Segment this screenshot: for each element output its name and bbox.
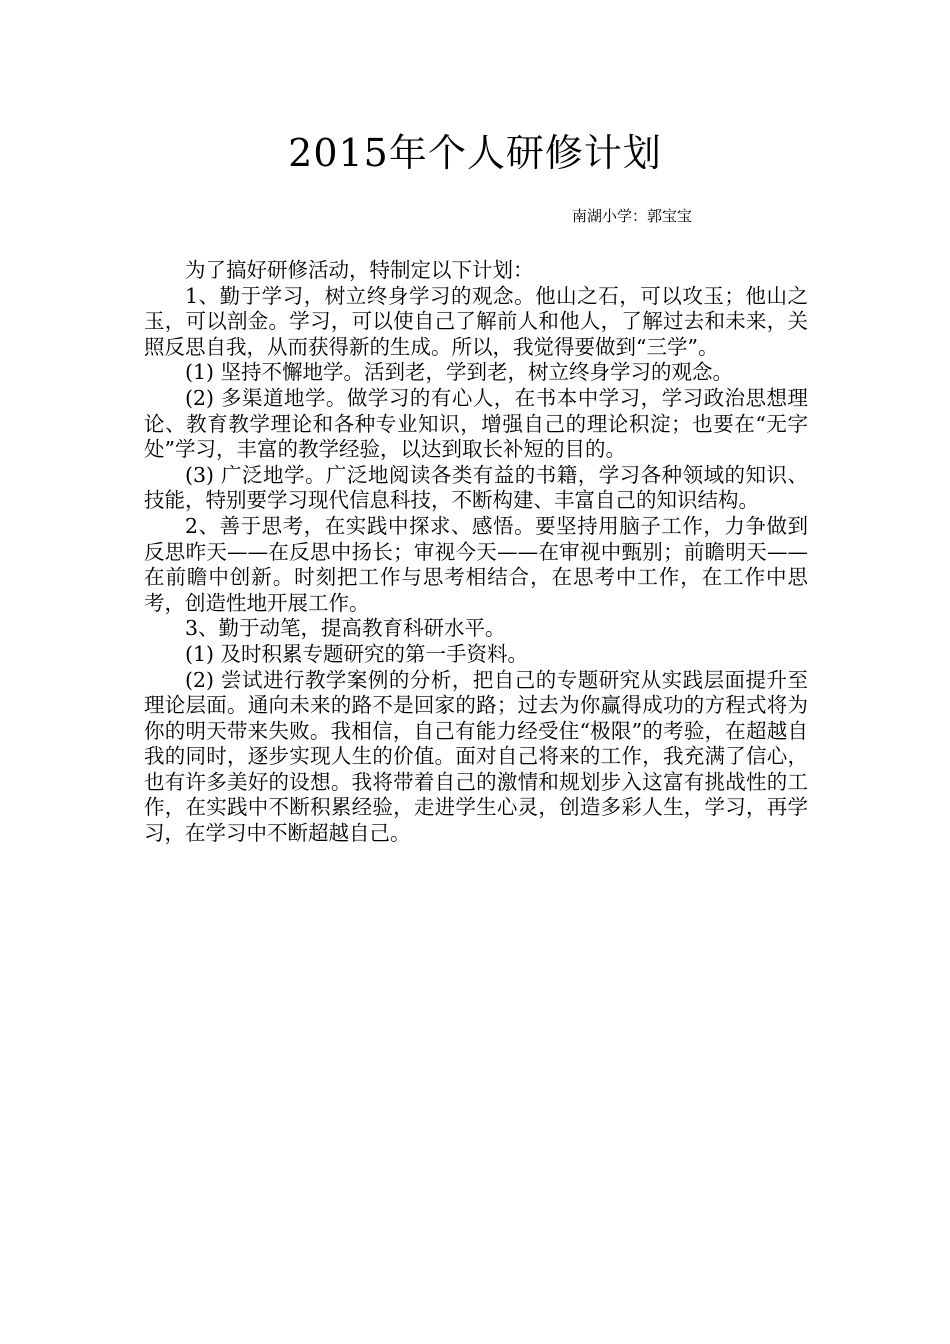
paragraph: (2) 多渠道地学。做学习的有心人，在书本中学习，学习政治思想理论、教育教学理论和各种专业知识，增强自己的理论积淀；也要在“无字处”学习，丰富的教学经验，以达到取长补短的目的。	[144, 385, 808, 462]
paragraph: (3) 广泛地学。广泛地阅读各类有益的书籍，学习各种领域的知识、技能，特别要学习现代信息科技，不断构建、丰富自己的知识结构。	[144, 462, 808, 513]
paragraph: 1、勤于学习，树立终身学习的观念。他山之石，可以攻玉；他山之玉，可以剖金。学习，可以使自己了解前人和他人，了解过去和未来，关照反思自我，从而获得新的生成。所以，我觉得要做到“三学”。	[144, 283, 808, 359]
paragraph: (2) 尝试进行教学案例的分析，把自己的专题研究从实践层面提升至理论层面。通向未来的路不是回家的路；过去为你赢得成功的方程式将为你的明天带来失败。我相信，自己有能力经受住“极限”的考验，在超越自我的同时，逐步实现人生的价值。面对自己将来的工作，我充满了信心，也有许多美好的设想。我将带着自己的激情和规划步入这富有挑战性的工作，在实践中不断积累经验，走进学生心灵，创造多彩人生，学习，再学习，在学习中不断超越自己。	[144, 667, 808, 846]
paragraph: (1) 及时积累专题研究的第一手资料。	[185, 641, 529, 666]
paragraph: 为了搞好研修活动，特制定以下计划：	[185, 258, 534, 282]
paragraph: 2、善于思考，在实践中探求、感悟。要坚持用脑子工作，力争做到反思昨天——在反思中扬长；审视今天——在审视中甄别；前瞻明天——在前瞻中创新。时刻把工作与思考相结合，在思考中工作，在工作中思考，创造性地开展工作。	[144, 513, 808, 615]
paragraph: (1) 坚持不懈地学。活到老，学到老，树立终身学习的观念。	[185, 360, 734, 385]
document-body	[144, 258, 808, 847]
document-title: 2015年个人研修计划	[288, 131, 662, 175]
paragraph: 3、勤于动笔，提高教育科研水平。	[185, 616, 506, 641]
author-line: 南湖小学：郭宝宝	[572, 207, 693, 225]
